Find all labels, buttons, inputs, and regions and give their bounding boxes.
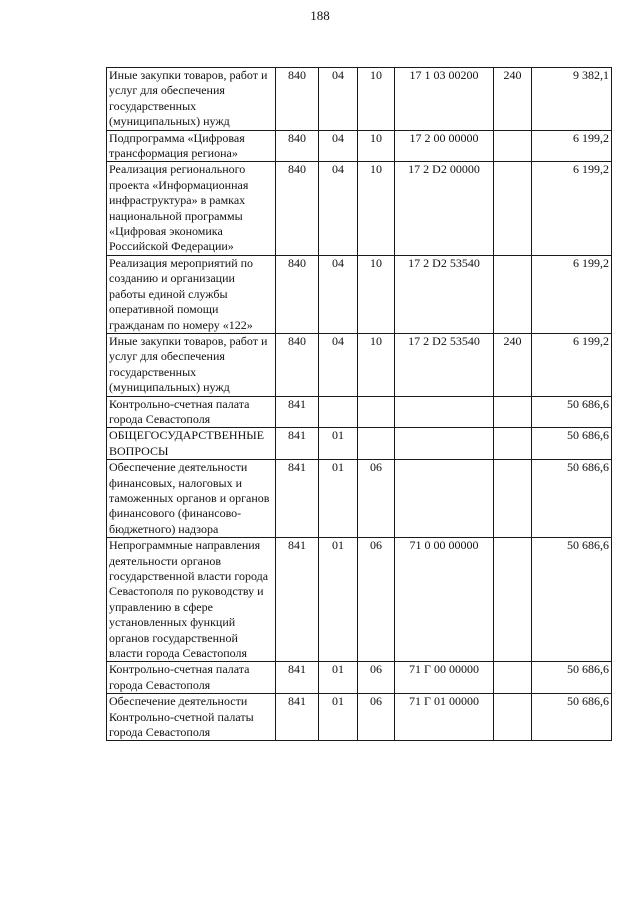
amount-cell: 50 686,6	[532, 428, 612, 460]
expense-type-code-cell	[494, 428, 532, 460]
expense-type-code-cell	[494, 662, 532, 694]
amount-cell: 50 686,6	[532, 396, 612, 428]
expense-name-cell: Реализация мероприятий по созданию и организации работы единой службы оперативной помощи гражданам по номеру «122»	[107, 255, 276, 333]
section-code-cell	[319, 396, 358, 428]
department-code-cell: 841	[276, 538, 319, 662]
target-article-code-cell: 71 Г 01 00000	[395, 694, 494, 741]
amount-cell: 50 686,6	[532, 662, 612, 694]
expense-type-code-cell	[494, 162, 532, 255]
expense-type-code-cell	[494, 396, 532, 428]
expense-type-code-cell: 240	[494, 68, 532, 131]
table-row	[107, 162, 612, 255]
section-code-cell: 01	[319, 428, 358, 460]
section-code-cell: 01	[319, 662, 358, 694]
subsection-code-cell: 10	[358, 68, 395, 131]
expense-name-cell: Иные закупки товаров, работ и услуг для обеспечения государственных (муниципальных) нужд	[107, 68, 276, 131]
section-code-cell: 04	[319, 162, 358, 255]
department-code-cell: 840	[276, 130, 319, 162]
subsection-code-cell: 06	[358, 694, 395, 741]
table-row	[107, 333, 612, 396]
department-code-cell: 840	[276, 333, 319, 396]
expense-name-cell: Обеспечение деятельности финансовых, налоговых и таможенных органов и органов финансового (финансово-бюджетного) надзора	[107, 460, 276, 538]
amount-cell: 6 199,2	[532, 162, 612, 255]
target-article-code-cell	[395, 460, 494, 538]
table-row	[107, 255, 612, 333]
department-code-cell: 841	[276, 662, 319, 694]
expense-type-code-cell	[494, 130, 532, 162]
amount-cell: 9 382,1	[532, 68, 612, 131]
subsection-code-cell	[358, 396, 395, 428]
page-number: 188	[310, 8, 330, 23]
table-row	[107, 428, 612, 460]
table-row	[107, 396, 612, 428]
department-code-cell: 840	[276, 68, 319, 131]
target-article-code-cell: 17 2 D2 53540	[395, 333, 494, 396]
section-code-cell: 04	[319, 130, 358, 162]
section-code-cell: 01	[319, 538, 358, 662]
table-row	[107, 662, 612, 694]
expense-name-cell: Реализация регионального проекта «Информационная инфраструктура» в рамках национальной программы «Цифровая экономика Российской Федерации»	[107, 162, 276, 255]
budget-table-body	[107, 68, 612, 741]
expense-name-cell: Подпрограмма «Цифровая трансформация региона»	[107, 130, 276, 162]
target-article-code-cell	[395, 428, 494, 460]
table-row	[107, 694, 612, 741]
expense-name-cell: Иные закупки товаров, работ и услуг для обеспечения государственных (муниципальных) нужд	[107, 333, 276, 396]
expense-type-code-cell	[494, 460, 532, 538]
table-row	[107, 68, 612, 131]
subsection-code-cell: 10	[358, 255, 395, 333]
expense-type-code-cell: 240	[494, 333, 532, 396]
subsection-code-cell: 06	[358, 460, 395, 538]
expense-name-cell: Непрограммные направления деятельности органов государственной власти города Севастополя по руководству и управлению в сфере установленных функций органов государственной власти города Севастополя	[107, 538, 276, 662]
target-article-code-cell: 17 1 03 00200	[395, 68, 494, 131]
budget-table	[106, 67, 612, 741]
target-article-code-cell: 17 2 D2 53540	[395, 255, 494, 333]
department-code-cell: 840	[276, 255, 319, 333]
expense-name-cell: ОБЩЕГОСУДАРСТВЕННЫЕ ВОПРОСЫ	[107, 428, 276, 460]
section-code-cell: 01	[319, 694, 358, 741]
subsection-code-cell: 10	[358, 130, 395, 162]
amount-cell: 6 199,2	[532, 333, 612, 396]
department-code-cell: 841	[276, 428, 319, 460]
amount-cell: 6 199,2	[532, 130, 612, 162]
table-row	[107, 130, 612, 162]
target-article-code-cell	[395, 396, 494, 428]
amount-cell: 50 686,6	[532, 538, 612, 662]
section-code-cell: 04	[319, 255, 358, 333]
target-article-code-cell: 17 2 D2 00000	[395, 162, 494, 255]
expense-name-cell: Контрольно-счетная палата города Севастополя	[107, 396, 276, 428]
department-code-cell: 841	[276, 396, 319, 428]
subsection-code-cell	[358, 428, 395, 460]
subsection-code-cell: 06	[358, 662, 395, 694]
subsection-code-cell: 06	[358, 538, 395, 662]
amount-cell: 50 686,6	[532, 460, 612, 538]
amount-cell: 50 686,6	[532, 694, 612, 741]
expense-name-cell: Обеспечение деятельности Контрольно-счетной палаты города Севастополя	[107, 694, 276, 741]
department-code-cell: 841	[276, 694, 319, 741]
department-code-cell: 841	[276, 460, 319, 538]
section-code-cell: 01	[319, 460, 358, 538]
target-article-code-cell: 17 2 00 00000	[395, 130, 494, 162]
table-row	[107, 538, 612, 662]
expense-type-code-cell	[494, 538, 532, 662]
department-code-cell: 840	[276, 162, 319, 255]
section-code-cell: 04	[319, 68, 358, 131]
target-article-code-cell: 71 0 00 00000	[395, 538, 494, 662]
table-row	[107, 460, 612, 538]
subsection-code-cell: 10	[358, 162, 395, 255]
section-code-cell: 04	[319, 333, 358, 396]
expense-name-cell: Контрольно-счетная палата города Севастополя	[107, 662, 276, 694]
expense-type-code-cell	[494, 694, 532, 741]
target-article-code-cell: 71 Г 00 00000	[395, 662, 494, 694]
amount-cell: 6 199,2	[532, 255, 612, 333]
expense-type-code-cell	[494, 255, 532, 333]
subsection-code-cell: 10	[358, 333, 395, 396]
